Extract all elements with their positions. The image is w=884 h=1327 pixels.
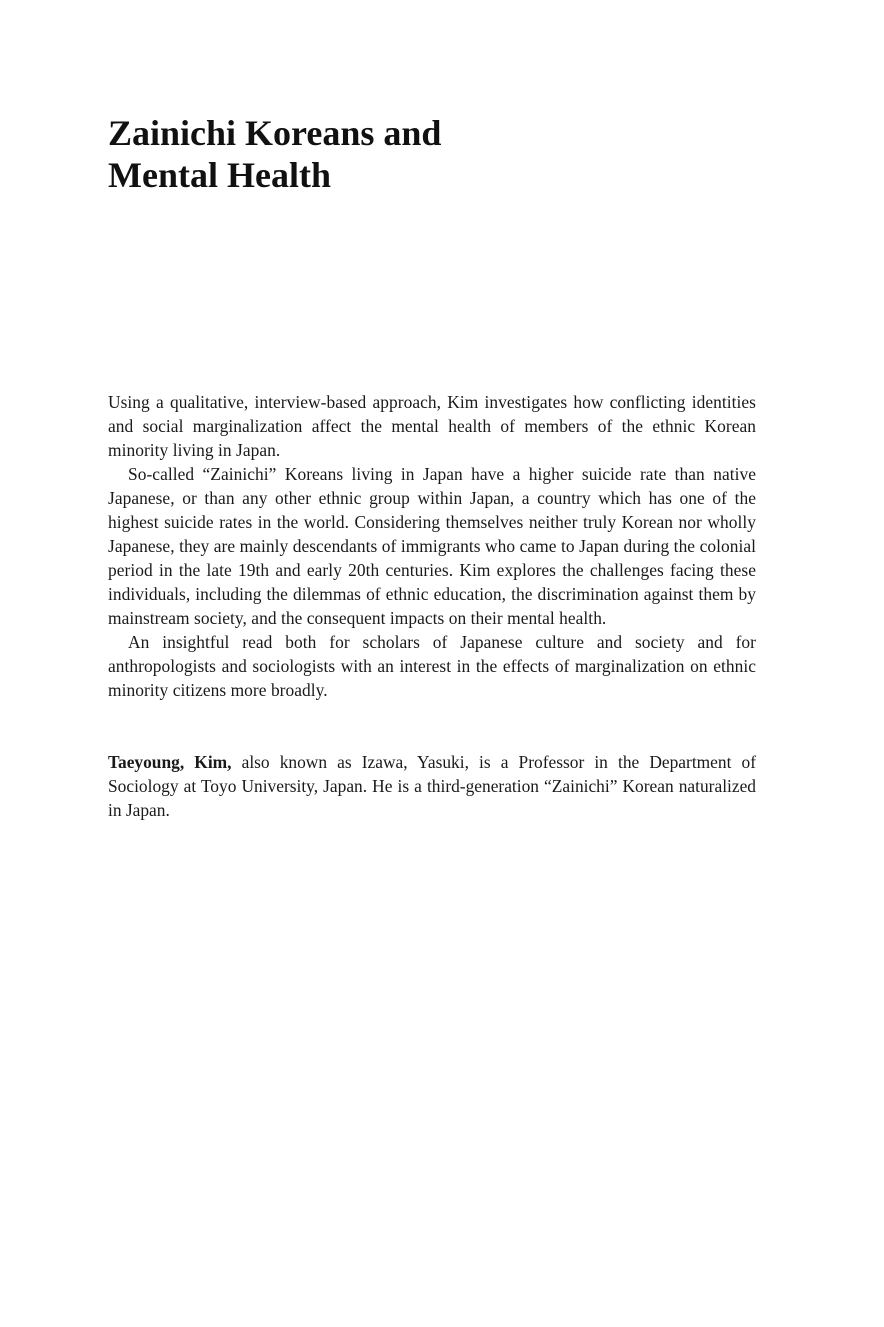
author-name: Taeyoung, Kim, bbox=[108, 752, 232, 772]
author-bio bbox=[108, 750, 756, 822]
book-description bbox=[108, 390, 756, 702]
book-title-line-1: Zainichi Koreans and bbox=[108, 113, 442, 153]
description-paragraph-2: So-called “Zainichi” Koreans living in Japan have a higher suicide rate than native Japanese, or than any other ethnic group within Japan, a country which has one of the highest suicide rates in the world. Considering themselves neither truly Korean nor wholly Japanese, they are mainly descendants of immigrants who came to Japan during the colonial period in the late 19th and early 20th centuries. Kim explores the challenges facing these individuals, including the dilemmas of ethnic education, the discrimination against them by mainstream society, and the consequent impacts on their mental health. bbox=[108, 464, 756, 628]
author-bio-text: also known as Izawa, Yasuki, is a Professor in the Department of Sociology at Toyo University, Japan. He is a third-generation “Zainichi” Korean naturalized in Japan. bbox=[108, 752, 757, 820]
description-paragraph-3: An insightful read both for scholars of Japanese culture and society and for anthropologists and sociologists with an interest in the effects of marginalization on ethnic minority citizens more broadly. bbox=[108, 632, 756, 700]
book-title bbox=[108, 112, 768, 196]
book-title-line-2: Mental Health bbox=[108, 155, 331, 195]
description-paragraph-1: Using a qualitative, interview-based approach, Kim investigates how conflicting identities and social marginalization affect the mental health of members of the ethnic Korean minority living in Japan. bbox=[108, 392, 756, 460]
